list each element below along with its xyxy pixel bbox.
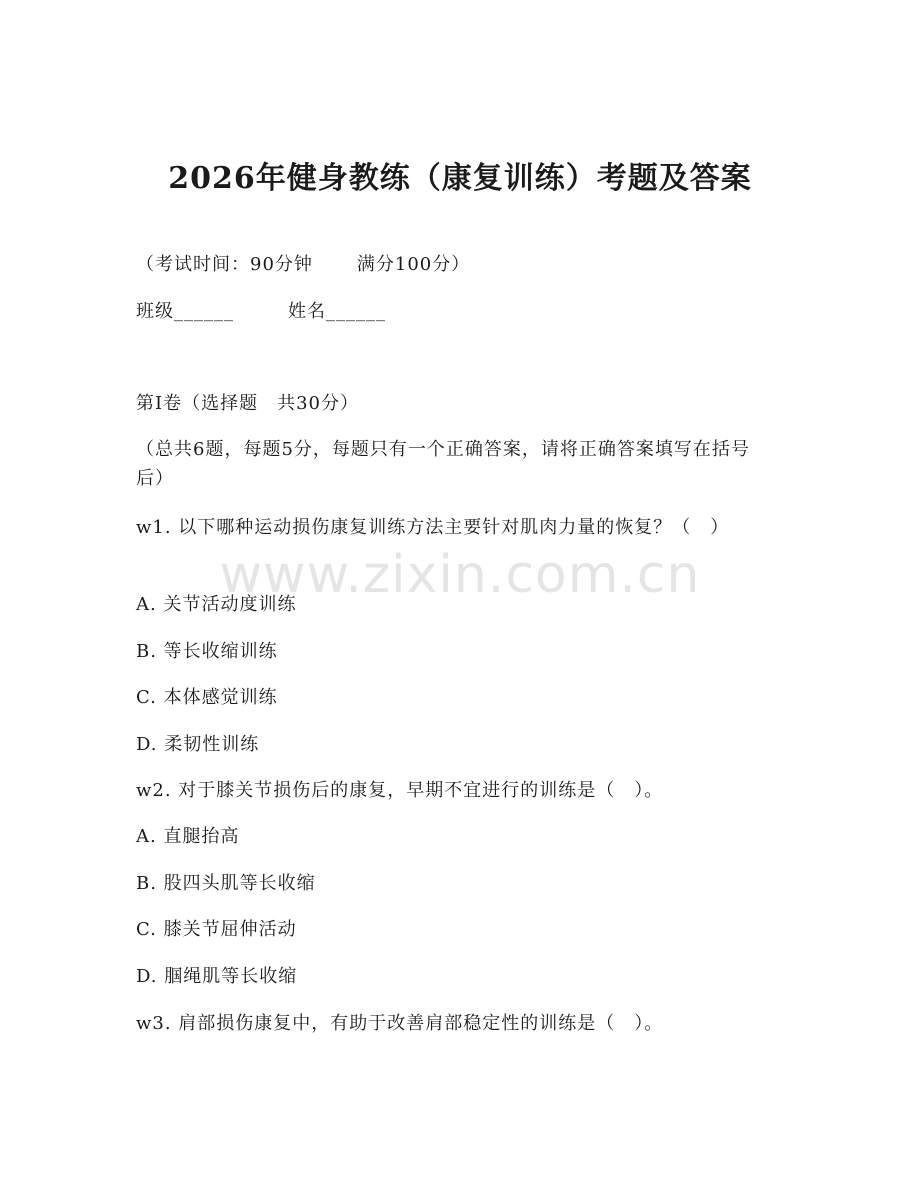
section-instructions: （总共6题，每题5分，每题只有一个正确答案，请将正确答案填写在括号后） — [136, 439, 750, 489]
page-title: 2026年健身教练（康复训练）考题及答案 — [168, 161, 752, 196]
exam-time: （考试时间：90分钟 — [136, 254, 313, 275]
section-heading: 第I卷（选择题 共30分） — [136, 393, 360, 414]
question-1-option-b: B. 等长收缩训练 — [136, 641, 278, 662]
question-1-option-d: D. 柔韧性训练 — [136, 734, 260, 755]
question-1-option-a: A. 关节活动度训练 — [136, 594, 297, 615]
exam-info — [136, 252, 470, 278]
question-3-stem: w3. 肩部损伤康复中，有助于改善肩部稳定性的训练是（ ）。 — [136, 1013, 664, 1034]
question-2-option-c: C. 膝关节屈伸活动 — [136, 919, 297, 940]
watermark: www.zixin.com.cn — [219, 545, 701, 605]
question-2-option-a: A. 直腿抬高 — [136, 826, 240, 847]
question-1-option-c: C. 本体感觉训练 — [136, 687, 278, 708]
student-fields — [136, 299, 386, 325]
question-2-stem: w2. 对于膝关节损伤后的康复，早期不宜进行的训练是（ ）。 — [136, 780, 664, 801]
question-2-option-b: B. 股四头肌等长收缩 — [136, 873, 316, 894]
question-1-stem: w1. 以下哪种运动损伤康复训练方法主要针对肌肉力量的恢复？（ ） — [136, 517, 730, 538]
exam-score: 满分100分） — [356, 254, 471, 275]
class-field: 班级______ — [136, 301, 234, 322]
name-field: 姓名______ — [288, 301, 386, 322]
question-2-option-d: D. 腘绳肌等长收缩 — [136, 966, 298, 987]
